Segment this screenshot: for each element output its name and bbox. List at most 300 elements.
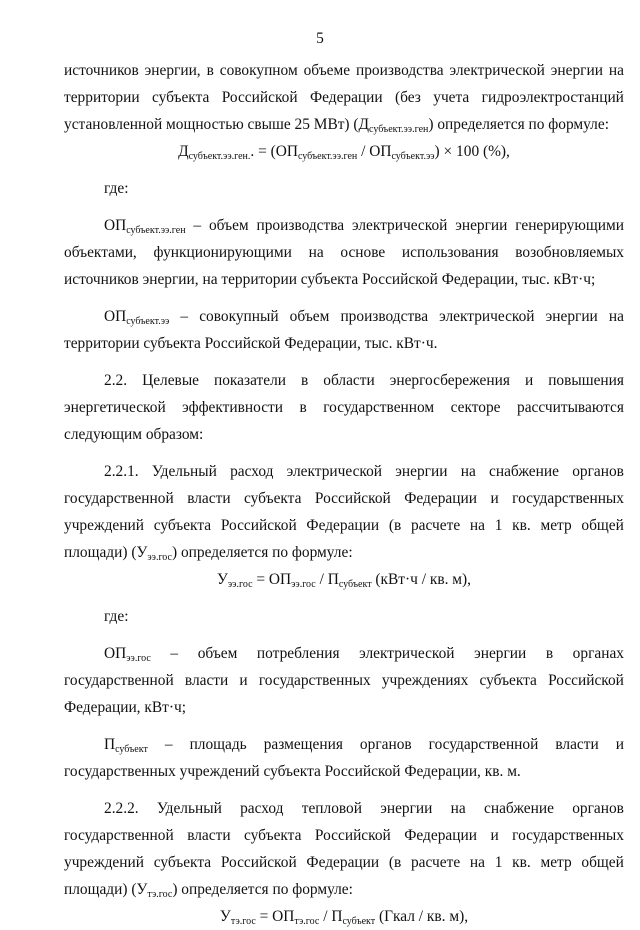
word-text: территории: [64, 89, 140, 106]
word-text: области: [323, 372, 375, 389]
text-fragment: Федерации, кВт·ч;: [64, 699, 186, 716]
document-body: [64, 57, 624, 930]
word: [515, 239, 624, 266]
word: [170, 640, 178, 667]
text-fragment: (кВт·ч / кв. м),: [371, 571, 472, 588]
word: [64, 57, 139, 84]
word-text: энергии: [550, 62, 603, 79]
word: [214, 367, 286, 394]
word: [299, 394, 306, 421]
text-line: [64, 539, 624, 566]
line-text: [64, 694, 186, 721]
text-fragment: источников энергии, на территории субъекта Российской Федерации, тыс. кВт·ч;: [64, 271, 596, 288]
word-text: Российской: [314, 490, 391, 507]
line-text: [64, 330, 438, 357]
word: [185, 667, 228, 694]
word-text: метр: [540, 517, 572, 534]
word: [616, 731, 624, 758]
word-text: метр: [540, 854, 572, 871]
word-text: субъекта: [151, 89, 210, 106]
word-text: площадь: [189, 736, 247, 753]
word: [198, 640, 238, 667]
word-text: Федерации: [306, 854, 380, 871]
word: [450, 57, 545, 84]
word: [104, 731, 148, 758]
word-text: (в: [388, 854, 402, 871]
word: [525, 367, 533, 394]
subscript: субъект: [115, 744, 148, 755]
word: [309, 239, 324, 266]
word: [104, 640, 151, 667]
word: электрической: [352, 217, 448, 234]
word-text: электрической: [286, 463, 383, 480]
word: [315, 822, 391, 849]
paragraph-gap: [64, 721, 624, 731]
word: [301, 367, 308, 394]
word: [404, 822, 477, 849]
subscript: субъект.ээ.ген: [297, 151, 358, 162]
paragraph-gap: [64, 202, 624, 212]
word-text: органов: [572, 800, 624, 817]
paragraph-gap: [64, 785, 624, 795]
paragraph-gap: [64, 165, 624, 175]
word: [572, 795, 624, 822]
text-line: [64, 603, 624, 630]
word-text: в: [299, 399, 307, 416]
word-text: размещения: [263, 736, 343, 753]
word: [451, 394, 501, 421]
word-text: –: [164, 736, 173, 753]
text-line: [64, 57, 624, 84]
word: [551, 57, 603, 84]
word: ОП: [104, 217, 127, 234]
word-text: показатели: [214, 372, 286, 389]
word: генерирующими: [515, 217, 624, 234]
word: ОП: [104, 308, 127, 325]
word: объем: [289, 308, 330, 325]
word: [390, 367, 510, 394]
word: [207, 57, 214, 84]
word: [609, 57, 624, 84]
word: [555, 731, 598, 758]
word-text: государственной: [64, 672, 174, 689]
word: [548, 367, 624, 394]
word: [404, 485, 477, 512]
subscript: субъект.ээ.ген: [369, 124, 429, 135]
word-text: учета: [433, 89, 470, 106]
term: [104, 303, 169, 330]
text-line: [64, 330, 624, 357]
word: [222, 84, 298, 111]
word: [306, 849, 379, 876]
word: на: [608, 308, 624, 325]
word-text: функционирующими: [153, 244, 292, 261]
text-fragment: следующим образом:: [64, 426, 204, 443]
word-text: субъекта: [479, 672, 537, 689]
word: [389, 512, 401, 539]
word-text: в: [206, 62, 214, 79]
word-text: и: [615, 736, 624, 753]
word-text: П: [104, 736, 116, 753]
word: [470, 849, 485, 876]
word: [264, 731, 343, 758]
line-text: [178, 138, 510, 165]
word-text: государственных: [512, 827, 624, 844]
word: [157, 795, 222, 822]
word-text: и: [490, 490, 499, 507]
word: [482, 84, 624, 111]
word-text: в: [301, 372, 309, 389]
word: [461, 458, 476, 485]
word: [495, 849, 503, 876]
word: [152, 84, 209, 111]
line-text: [64, 539, 353, 566]
word: [152, 458, 217, 485]
word: [512, 849, 531, 876]
word-text: секторе: [450, 399, 501, 416]
text-line: [64, 394, 624, 421]
word-text: государственной: [64, 827, 174, 844]
word: [244, 485, 301, 512]
word-text: власти: [187, 827, 231, 844]
word: [64, 485, 174, 512]
word: [104, 367, 127, 394]
word-text: власти: [555, 736, 599, 753]
word: [306, 512, 379, 539]
word: [484, 795, 554, 822]
subscript: тэ.гос: [294, 916, 320, 927]
text-line: [64, 640, 624, 667]
word: [64, 667, 174, 694]
subscript: субъект.ээ.ген: [126, 225, 186, 236]
word-text: 1: [494, 517, 503, 534]
word: [380, 795, 432, 822]
word: [154, 849, 211, 876]
line-text: [220, 903, 468, 930]
word-text: учреждений: [64, 854, 144, 871]
word: [429, 731, 539, 758]
subscript: тэ.гос: [230, 916, 256, 927]
line-text: [104, 603, 128, 630]
word-text: 1: [494, 854, 503, 871]
word-text: 2.2.2.: [104, 800, 139, 817]
word: –: [193, 217, 202, 234]
word: [315, 485, 391, 512]
word: [517, 394, 624, 421]
line-text: [64, 111, 609, 138]
word: [573, 640, 624, 667]
word-text: расчете: [410, 517, 461, 534]
word-text: –: [170, 645, 179, 662]
text-line: [64, 421, 624, 448]
word-text: производства: [355, 62, 444, 79]
word-text: на: [450, 800, 466, 817]
word: [142, 367, 199, 394]
word-text: на: [308, 244, 324, 261]
text-line: [64, 849, 624, 876]
word-text: власти: [187, 490, 231, 507]
word: [182, 394, 283, 421]
word-text: ОП: [104, 645, 127, 662]
word: [540, 512, 571, 539]
word: [490, 822, 498, 849]
word: [64, 239, 137, 266]
word: [323, 367, 374, 394]
word: [411, 512, 460, 539]
word-text: эффективности: [182, 399, 283, 416]
word: [221, 849, 297, 876]
word: энергии: [545, 308, 598, 325]
line-text: [217, 566, 471, 593]
word-text: Российской: [221, 89, 298, 106]
text-fragment: ) определяется по формуле:: [428, 116, 609, 133]
word-text: учреждениях: [381, 672, 469, 689]
formula-line: [64, 903, 624, 930]
text-fragment: площади) (У: [64, 881, 148, 898]
text-line: [64, 111, 624, 138]
line-text: [64, 266, 595, 293]
text-line: [64, 367, 624, 394]
text-fragment: где:: [104, 180, 129, 197]
word-text: источников: [64, 62, 139, 79]
word-text: Целевые: [142, 372, 199, 389]
page-number: 5: [316, 30, 324, 47]
word: [451, 795, 466, 822]
word-text: Удельный: [156, 800, 222, 817]
paragraph-gap: [64, 448, 624, 458]
word-text: потребления: [256, 645, 340, 662]
word-text: и: [239, 672, 248, 689]
word-text: совокупном: [219, 62, 298, 79]
word: электрической: [439, 308, 535, 325]
word-text: кв.: [512, 854, 531, 871]
word: [190, 731, 247, 758]
text-line: [64, 822, 624, 849]
word-text: рассчитываются: [517, 399, 624, 416]
text-line: [64, 876, 624, 903]
subscript: субъект: [338, 579, 372, 590]
word-text: расчете: [410, 854, 461, 871]
word: [104, 458, 139, 485]
subscript: ээ.гос: [147, 552, 172, 563]
word-text: основе: [340, 244, 386, 261]
word-text: электрической: [359, 645, 455, 662]
word: [310, 84, 383, 111]
word: [359, 640, 454, 667]
text-line: [64, 485, 624, 512]
paragraph-gap: [64, 593, 624, 603]
text-line: [64, 266, 624, 293]
text-fragment: У: [216, 571, 228, 588]
word-text: Российской: [220, 517, 297, 534]
text-fragment: . = (ОП: [250, 143, 298, 160]
text-fragment: государственных учреждений субъекта Российской Федерации, кв. м.: [64, 763, 521, 780]
word-text: расход: [230, 463, 274, 480]
text-fragment: У: [219, 908, 231, 925]
text-line: [64, 84, 624, 111]
word-text: снабжение: [489, 463, 559, 480]
word: [495, 512, 503, 539]
text-line: [64, 758, 624, 785]
word: [230, 458, 273, 485]
word-text: объектами,: [64, 244, 137, 261]
word-text: энергии: [380, 800, 433, 817]
text-line: [64, 731, 624, 758]
word-text: повышения: [548, 372, 624, 389]
word: [389, 849, 401, 876]
word: [64, 84, 140, 111]
text-fragment: установленной мощностью свыше 25 МВт) (Д: [64, 116, 370, 133]
subscript: субъект.ээ: [391, 151, 435, 162]
text-fragment: ) определяется по формуле:: [171, 544, 353, 561]
word-text: электрической: [449, 62, 545, 79]
word: [356, 57, 444, 84]
word-text: кв.: [512, 517, 531, 534]
word-text: и: [524, 372, 534, 389]
word: [153, 239, 291, 266]
text-fragment: / ОП: [357, 143, 392, 160]
line-text: [104, 175, 128, 202]
word-text: государственных: [258, 672, 371, 689]
word-text: органов: [359, 736, 412, 753]
word: [512, 485, 624, 512]
word: [64, 849, 144, 876]
text-line: [64, 303, 624, 330]
word-text: государственном: [323, 399, 435, 416]
word-text: Федерации: [309, 89, 383, 106]
word-text: Федерации: [404, 827, 477, 844]
word: совокупный: [199, 308, 279, 325]
word-text: Российской: [220, 854, 297, 871]
word: энергии: [455, 217, 508, 234]
word: [546, 640, 553, 667]
word-text: Федерации: [404, 490, 477, 507]
word-text: на: [469, 517, 485, 534]
word: [572, 458, 624, 485]
paragraph-gap: [64, 293, 624, 303]
word: [64, 394, 166, 421]
line-text: [64, 876, 353, 903]
word-text: и: [490, 827, 499, 844]
word: [239, 667, 247, 694]
word: производства: [256, 217, 345, 234]
text-line: [64, 212, 624, 239]
word: [187, 822, 230, 849]
word-text: на: [460, 463, 476, 480]
text-line: [64, 458, 624, 485]
word: [382, 667, 469, 694]
word-text: субъекта: [244, 490, 302, 507]
word: [244, 822, 301, 849]
word-text: Федерации: [306, 517, 380, 534]
text-fragment: = ОП: [252, 571, 292, 588]
word: [340, 239, 385, 266]
word-text: общей: [581, 854, 624, 871]
word-text: государственной: [428, 736, 539, 753]
text-fragment: где:: [104, 608, 129, 625]
text-fragment: площади) (У: [64, 544, 148, 561]
word-text: тепловой: [301, 800, 362, 817]
word: объем: [208, 217, 249, 234]
word: [145, 57, 201, 84]
subscript: субъект.ээ.ген.: [188, 151, 251, 162]
word-text: энергосбережения: [389, 372, 510, 389]
word: [165, 731, 173, 758]
word: [257, 640, 340, 667]
word-text: Удельный: [151, 463, 217, 480]
line-text: [64, 758, 521, 785]
text-fragment: / П: [315, 571, 339, 588]
word-text: органах: [572, 645, 624, 662]
word: [323, 394, 434, 421]
word: [304, 57, 351, 84]
formula-line: [64, 566, 624, 593]
word: [512, 822, 624, 849]
word-text: субъекта: [244, 827, 302, 844]
word: –: [180, 308, 189, 325]
word-text: власти: [184, 672, 229, 689]
word: [411, 849, 460, 876]
word-text: объеме: [303, 62, 351, 79]
word: [470, 512, 485, 539]
text-fragment: ) × 100 (%),: [434, 143, 510, 160]
word: [490, 485, 498, 512]
paragraph-gap: [64, 630, 624, 640]
text-line: [64, 512, 624, 539]
text-line: [64, 667, 624, 694]
word: [395, 458, 447, 485]
text-fragment: (Гкал / кв. м),: [375, 908, 469, 925]
word-text: в: [545, 645, 554, 662]
word-text: возобновляемых: [515, 244, 624, 261]
subscript: субъект: [342, 916, 376, 927]
word-text: государственной: [64, 490, 174, 507]
word: [540, 849, 571, 876]
word: [287, 458, 382, 485]
word-text: на: [608, 62, 624, 79]
word: [187, 485, 230, 512]
text-line: [64, 175, 624, 202]
word-text: субъекта: [153, 517, 212, 534]
text-line: [64, 795, 624, 822]
word: [259, 667, 371, 694]
subscript: ээ.гос: [291, 579, 316, 590]
word-text: общей: [581, 517, 624, 534]
formula-line: [64, 138, 624, 165]
word: [474, 640, 526, 667]
word: [104, 795, 139, 822]
line-text: [64, 421, 203, 448]
text-fragment: / П: [319, 908, 343, 925]
subscript: тэ.гос: [147, 889, 173, 900]
word: [221, 512, 297, 539]
word: [360, 731, 412, 758]
term: [104, 212, 186, 239]
text-line: [64, 239, 624, 266]
word-text: использования: [401, 244, 499, 261]
word-text: субъекта: [153, 854, 212, 871]
word-text: на: [469, 854, 485, 871]
subscript: ээ.гос: [227, 579, 253, 590]
text-fragment: Д: [178, 143, 189, 160]
word: [402, 239, 499, 266]
paragraph-gap: [64, 357, 624, 367]
word-text: 2.2.: [104, 372, 128, 389]
word: [512, 512, 531, 539]
word-text: (без: [395, 89, 421, 106]
word: [220, 57, 298, 84]
word: [395, 84, 421, 111]
